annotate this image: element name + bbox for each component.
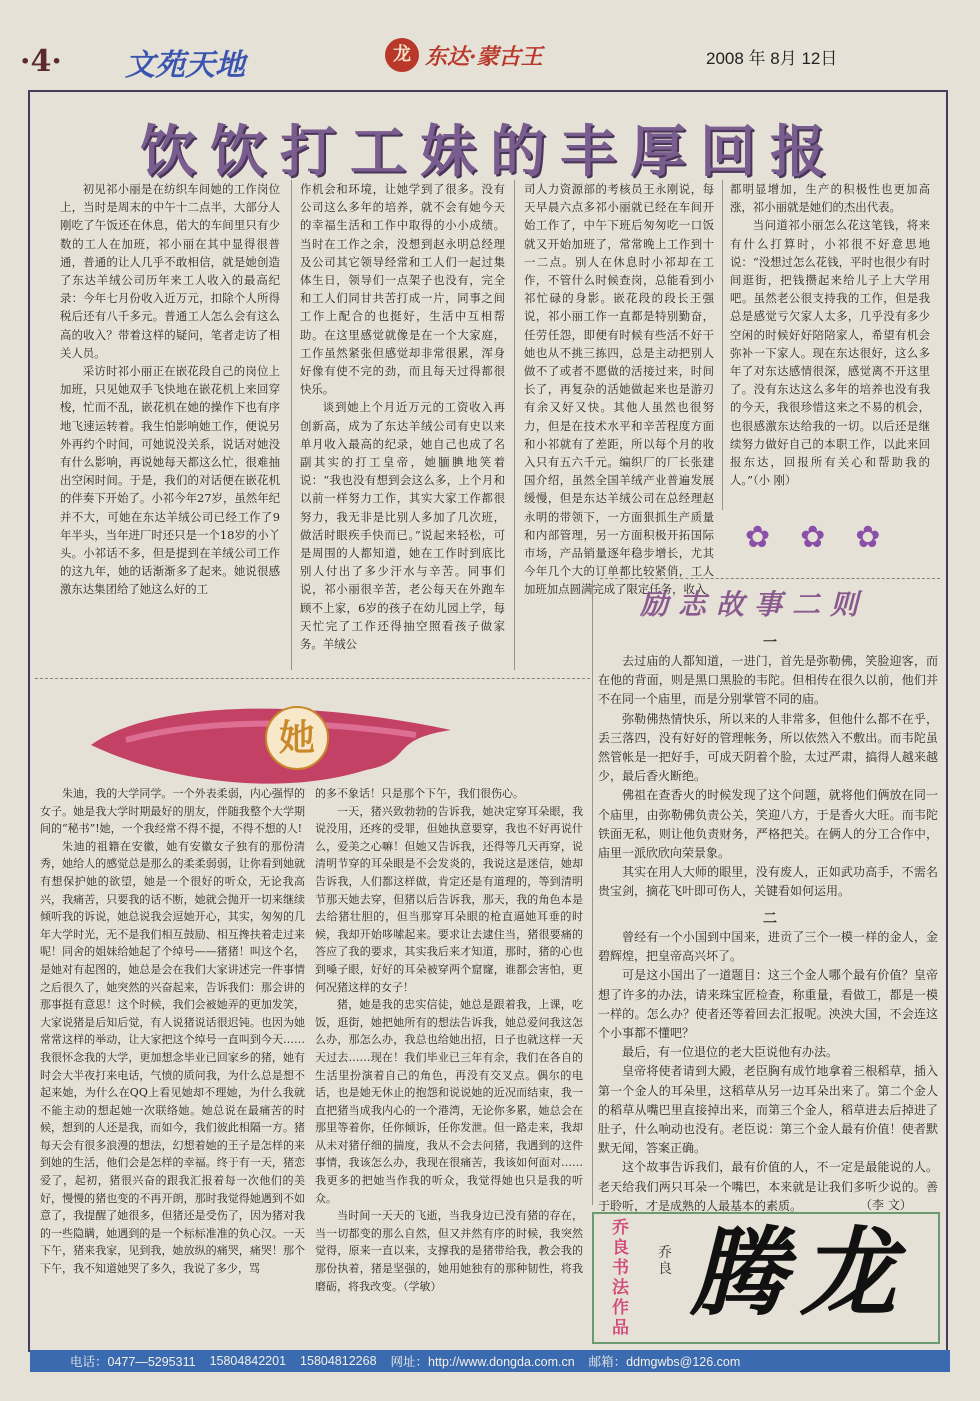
calligraphy-signature: 乔良: [658, 1245, 672, 1277]
story1-column-1: [60, 180, 280, 670]
story3-part2-number: 二: [763, 911, 777, 927]
divider: [600, 578, 940, 579]
phone-label: 电话：: [70, 1355, 108, 1369]
story3-part1: [598, 652, 938, 904]
paragraph: 这个故事告诉我们，最有价值的人，不一定是最能说的人。老天给我们两只耳朵一个嘴巴，本来就是让我们多听少说的。善于聆听，才是成熟的人最基本的素质。: [598, 1160, 938, 1213]
paragraph: 作机会和环境，让她学到了很多。没有公司这么多年的培养，就不会有她今天的幸福生活和工作中取得的小小成绩。当时在工作之余，没想到赵永明总经理及公司其它领导经常和工人们一起过集体生日，领导们一点架子也没有，完全和工人们同甘共苦打成一片，同事之间工作上配合的也挺好，生活中互相帮助。在这里感觉就像是在一个大家庭，工作虽然紧张但感觉却非常很累，浑身好像有使不完的劲，而且每天过得都很快乐。: [300, 182, 505, 397]
paragraph: 弥勒佛热情快乐，所以来的人非常多，但他什么都不在乎，丢三落四，没有好好的管理帐务，所以依然入不敷出。而韦陀虽然管帐是一把好手，可成天阴着个脸，太过严肃，搞得人越来越少，最后香火断绝。: [598, 711, 938, 784]
story3-author: （李 文）: [860, 1198, 912, 1212]
story1-headline: 饮饮打工妹的丰厚回报: [140, 119, 840, 185]
column-divider: [291, 180, 292, 670]
website-link[interactable]: http://www.dongda.com.cn: [428, 1355, 575, 1369]
page-number: ·4·: [20, 44, 62, 79]
footer-website: [391, 1352, 575, 1370]
paragraph: 佛祖在查香火的时候发现了这个问题，就将他们俩放在同一个庙里，由弥勒佛负责公关，笑迎八方，于是香火大旺。而韦陀铁面无私，则让他负责财务，严格把关。在俩人的分工合作中，庙里一派欣欣向荣景象。: [598, 788, 938, 861]
brand-name: 东达·蒙古王: [425, 43, 543, 70]
paragraph: 司人力资源部的考核员王永刚说，每天早晨六点多祁小丽就已经在车间开始工作了，中午下班后匆匆吃一口饭就又开始加班了，常常晚上工作到十一二点。别人在休息时小祁却在工作，不管什么时候查岗，总能看到小祁忙碌的身影。嵌花段的段长王强说，祁小丽工作一直都是特别勤奋，任劳任怨，即便有时候有些活不好干她也从不挑三拣四，总是主动把别人做不了或者不愿做的活接过来，时间长了，再复杂的活她做起来也是游刃有余又好又快。其他人虽然也很努力，但是在技术水平和辛苦程度方面和小祁就有了差距，所以每个月的收入只有五六千元。编织厂的厂长张建国介绍，虽然全国羊绒产业普遍发展缓慢，但是东达羊绒公司在总经理赵永明的带领下，一方面狠抓生产质量和内部管理，另一方面积极开拓国际市场，产品销量逐年稳步增长，尤其今年几个大的订单都比较紧俏，工人加班加点圆满完成了限定任务，收入: [524, 182, 714, 597]
paragraph: 当问道祁小丽怎么花这笔钱，将来有什么打算时，小祁很不好意思地说：“没想过怎么花钱，平时也很少有时间逛街，把钱攒起来给儿子上大学用吧。虽然老公很支持我的工作，但是我总是感觉亏欠家人太多，几乎没有多少空闲的时候好好陪陪家人，希望有机会弥补一下家人。现在东达很好，这么多年了对东达感情很深，感觉离不开这里了。没有东达这么多年的培养也没有我的今天，我很珍惜这来之不易的机会，也很感激东达给我的一切。以后还是继续努力做好自己的本职工作，以此来回报东达，回报所有关心和帮助我的人。”（小 刚）: [730, 218, 930, 488]
flower-icon: ✿: [855, 520, 881, 555]
paragraph: 皇帝将使者请到大殿，老臣胸有成竹地拿着三根稻草，插入第一个金人的耳朵里，这稻草从另一边耳朵出来了。第二个金人的稻草从嘴巴里直接掉出来，而第三个金人，稻草进去后掉进了肚子，什么响动也没有。老臣说：第三个金人最有价值！使者默默无闻，答案正确。: [598, 1064, 938, 1156]
calligraphy-artwork: 腾龙: [690, 1216, 910, 1329]
phone-3: 15804812268: [300, 1354, 377, 1368]
paragraph: 谈到她上个月近万元的工资收入再创新高，成为了东达羊绒公司有史以来单月收入最高的纪录，她自己也成了名副其实的打工皇帝，她腼腆地笑着说：“我也没有想到会这么多，上个月和以前一样努力工作，其实大家工作都很努力，我无非是比别人多加了几次班，做活时眼疾手快而已。”说起来轻松，可是周围的人都知道，她在工作时到底比别人付出了多少汗水与辛苦。同事们说，祁小丽很辛苦，老公每天在外跑车顾不上家，6岁的孩子在幼儿园上学，每天忙完了工作还得抽空照看孩子做家务。羊绒公: [300, 400, 505, 652]
contact-footer: [30, 1350, 950, 1372]
story3-title: 励志故事二则: [640, 588, 869, 621]
story1-column-2: [300, 180, 505, 670]
story3-part1-number: 一: [763, 635, 777, 651]
brand: [385, 38, 543, 72]
flower-icon: ✿: [745, 520, 771, 555]
brand-logo-icon: 龙: [385, 38, 419, 72]
paragraph: 最后，有一位退位的老大臣说他有办法。: [622, 1045, 839, 1060]
footer-phone: [70, 1352, 196, 1370]
issue-date: 2008 年 8月 12日: [706, 49, 838, 68]
web-label: 网址：: [390, 1355, 429, 1369]
paragraph: 可是这小国出了一道题目：这三个金人哪个最有价值？皇帝想了许多的办法，请来珠宝匠检查，称重量，看做工，都是一模一样的。怎么办？使者还等着回去汇报呢。泱泱大国，不会连这个小事都不懂吧？: [598, 968, 938, 1041]
flower-icon: ✿: [800, 520, 826, 555]
flower-ornament: [745, 520, 880, 555]
masthead: [0, 30, 980, 90]
paragraph: 的多不象话！只是那个下午，我们很伤心。: [315, 787, 524, 800]
paragraph: 采访时祁小丽正在嵌花段自己的岗位上加班，只见她双手飞快地在嵌花机上来回穿梭，忙而不乱，嵌花机在她的操作下也有序地飞速运转着。我生怕影响她工作，便说另外再约个时间，可她说没关系，说话对她没有什么影响，再说她每天都这么忙，很难抽出空闲时间。于是，我们的对话便在嵌花机的伴奏下开始了。小祁今年27岁，虽然年纪并不大，可她在东达羊绒公司已经工作了9年半头，当年进厂时还只是一个18岁的小丫头。小祁话不多，但是提到在羊绒公司工作的这九年，她的话渐渐多了起来。她说很感激东达集团给了她这么好的工: [60, 364, 280, 597]
story2-column-1: [40, 785, 305, 1345]
phone-1: 0477—5295311: [107, 1355, 196, 1369]
divider: [35, 678, 590, 679]
phone-2: 15804842201: [209, 1354, 287, 1368]
paragraph: 猪，她是我的忠实信徒，她总是跟着我，上课，吃饭，逛街，她把她所有的想法告诉我，她总爱问我这怎么办，那怎么办，我总也给她出招，日子也就这样一天天过去……现在！我们毕业已三年有余，我们在各自的生活里扮演着自己的角色，再没有交叉点。偶尔的电话，也是她无休止的抱怨和说说她的近况而结束，我一直把猪当成我内心的一个港湾，无论你多累，她总会在那里等着你，任你倾诉，任你发泄。但一路走来，我却从未对猪仔细的揣度，我从不会去问猪，我遇到的这件事情，我该怎么办，我现在很痛苦，我该如何面对……我更多的把她当作我的听众，我觉得她也只是我的听众。: [315, 998, 583, 1205]
paragraph: 都明显增加，生产的积极性也更加高涨，祁小丽就是她们的杰出代表。: [730, 182, 930, 215]
email-label: 邮箱：: [588, 1355, 627, 1369]
column-divider: [592, 580, 593, 1205]
paragraph: 曾经有一个小国到中国来，进贡了三个一模一样的金人，金碧辉煌，把皇帝高兴坏了。: [598, 930, 938, 964]
story1-column-4: [730, 180, 930, 515]
paragraph: 当时间一天天的飞逝，当我身边已没有猪的存在，当一切都变的那么自然，但又并然有序的时候，我突然觉得，原来一直以来，支撑我的是猪带给我，教会我的那份执着，猪是坚强的，她用她独有的那种韧性，将我磨砺，将我改变。（学敏）: [315, 1209, 583, 1293]
paragraph: 初见祁小丽是在纺织车间她的工作岗位上，当时是周末的中午十二点半，大部分人刚吃了午饭还在休息，偌大的车间里只有少数的工人在加班，祁小丽在其中显得很普通，普通的让人几乎不敢相信，就是她创造了东达羊绒公司历年来工人收入的最高纪录：今年七月份收入近万元，扣除个人所得税后还有八千多元。普通工人怎么会有这么高的收入？带着这样的疑问，笔者走访了相关人员。: [60, 182, 280, 360]
paragraph: 一天，猪兴致勃勃的告诉我，她决定穿耳朵眼，我说没用，还疼的受罪，但她执意要穿，我也不好再说什么，爱美之心嘛！但她又告诉我，还得等几天再穿，说清明节穿的耳朵眼是不会发炎的，我说这是迷信，她却告诉我，人们都这样做，肯定还是有道理的，等到清明节那天她去穿，但猪以后告诉我，那天，我的角色本是去给猪壮胆的，但当那穿耳朵眼的枪直逼她耳垂的时候，我却开始哆嗦起来。要求让去逮住当，猪很要痛的答应了我的要求，其实我后来才知道，那时，猪的心也到嗓子眼，好好的耳朵被穿两个窟窿，谁都会害怕，更何况猪这样的女子！: [315, 804, 583, 994]
email-link[interactable]: ddmgwbs@126.com: [626, 1355, 741, 1369]
footer-email: [589, 1352, 741, 1370]
column-divider: [514, 180, 515, 670]
column-divider: [722, 180, 723, 510]
paragraph: 去过庙的人都知道，一进门，首先是弥勒佛，笑脸迎客，而在他的背面，则是黑口黑脸的韦陀。但相传在很久以前，他们并不在同一个庙里，而是分别掌管不同的庙。: [598, 654, 938, 707]
paragraph: 其实在用人大师的眼里，没有废人，正如武功高手，不需名贵宝剑，摘花飞叶即可伤人，关键看如何运用。: [598, 865, 938, 899]
story2-title-badge: 她: [265, 706, 329, 770]
section-title: 文苑天地: [125, 48, 245, 83]
story2-column-2: [315, 785, 583, 1345]
calligraphy-label: 乔良书法作品: [612, 1218, 629, 1338]
paragraph: 朱迪，我的大学同学。一个外表柔弱，内心强悍的女子。她是我大学时期最好的朋友，伴随我整个大学期间的“秘书”!她，一个我经常不得不提，不得不想的人!: [40, 787, 305, 836]
paragraph: 朱迪的祖籍在安徽，她有安徽女子独有的那份清秀，她给人的感觉总是那么的柔柔弱弱，让你看到她就有想保护她的欲望，她是一个很好的听众，无论我高兴，我痛苦，只要我的话不断，她就会抛开一切来继续倾听我的诉说，她总说我会逗她开心，其实，匆匆的几年大学时光，无不是我们相互鼓励、相互搀扶着走过来呢！同舍的姐妹给她起了个绰号——猪猪！叫这个名，是她对有起图的，她总是会在我们大家讲述完一件事情之后很久了，她突然的兴奋起来，告诉我们：那会讲的那事挺有意思！这个时候，我们会被她弄的更加发笑，大家说猪是后知后觉，有人说猪说话很迟钝。也因为她常常这样的举动，让大家把这个绰号一直叫到今天……我很怀念我的大学，更加想念毕业已回家乡的猪，她有时会大半夜打来电话，气愤的质问我，为什么总是想不起来她，为什么在QQ上看见她却不理她，为什么我就不能主动的想起她一次联络她。她总说在最痛苦的时候，想到的人还是我，而如今，我们彼此相隔一方。猪每天会有很多浪漫的想法，幻想着她的王子是怎样的来到她的生活，他们会是怎样的幸福。终于有一天，猪恋爱了，起初，猪很兴奋的跟我汇报着每一次他们的美好，慢慢的猪也变的不再开朗，那时我觉得她遇到不如意了，我提醒了她很多，但猪还是受伤了，因为猪对我的一些隐瞒，她遇到的是一个标标准准的负心汉。一天下午，猪来我家，见到我，她放纵的痛哭，痛哭！那个下午，我不知道她哭了多久，我说了多少，骂: [40, 839, 305, 1276]
